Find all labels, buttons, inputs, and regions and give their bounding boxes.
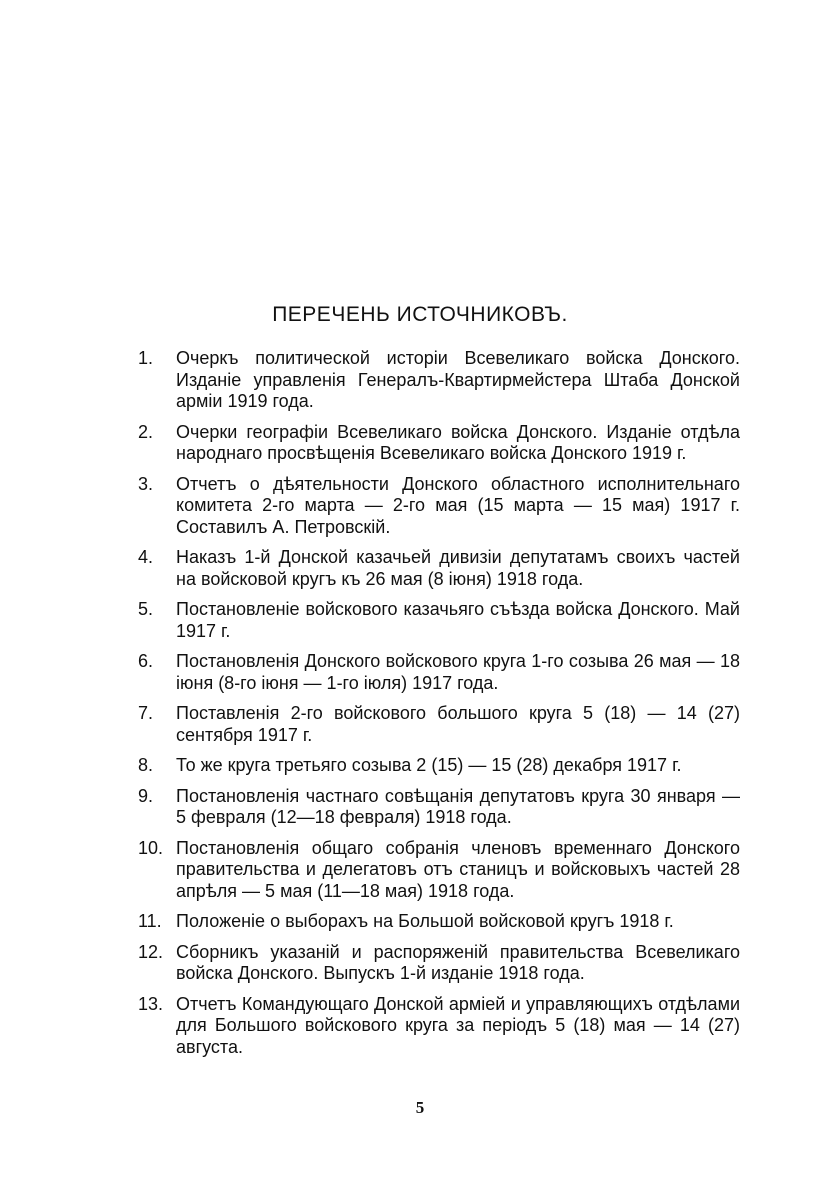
source-number: 10. xyxy=(138,837,164,858)
source-text: Положеніе о выборахъ на Большой войсковой кругъ 1918 г. xyxy=(176,911,674,931)
source-entry xyxy=(138,755,740,777)
source-text: Очерки географіи Всевеликаго войска Донского. Изданіе отдѣла народнаго просвѣщенія Всевеликаго войска Донского 1919 г. xyxy=(176,421,740,463)
source-entry xyxy=(138,474,740,539)
source-entry xyxy=(138,703,740,746)
source-text: Наказъ 1-й Донской казачьей дивизіи депутатамъ своихъ частей на войсковой кругъ къ 26 мая (8 іюня) 1918 года. xyxy=(176,547,740,589)
source-entry xyxy=(138,942,740,985)
source-entry xyxy=(138,348,740,413)
source-entry xyxy=(138,786,740,829)
source-number: 7. xyxy=(138,703,154,723)
source-number: 5. xyxy=(138,599,154,619)
source-number: 1. xyxy=(138,348,154,368)
source-text: Сборникъ указаній и распоряженій правительства Всевеликаго войска Донского. Выпускъ 1-й изданіе 1918 года. xyxy=(176,941,740,983)
source-entry xyxy=(138,838,740,903)
source-text: Поставленія 2-го войскового большого круга 5 (18) — 14 (27) сентября 1917 г. xyxy=(176,703,740,745)
source-number: 4. xyxy=(138,547,154,567)
source-text: Постановленія общаго собранія членовъ временнаго Донского правительства и делегатовъ отъ станицъ и войсковыхъ частей 28 апрѣля — 5 мая (11—18 мая) 1918 года. xyxy=(176,837,740,901)
source-entry xyxy=(138,422,740,465)
source-entry xyxy=(138,599,740,642)
source-text: Постановленіе войскового казачьяго съѣзда войска Донского. Май 1917 г. xyxy=(176,599,740,641)
source-number: 6. xyxy=(138,651,154,671)
source-text: То же круга третьяго созыва 2 (15) — 15 (28) декабря 1917 г. xyxy=(176,755,682,775)
source-entry xyxy=(138,911,740,933)
source-number: 11. xyxy=(138,911,162,931)
source-entry xyxy=(138,651,740,694)
source-number: 3. xyxy=(138,473,154,494)
source-text: Постановленія частнаго совѣщанія депутатовъ круга 30 января — 5 февраля (12—18 февраля) 1918 года. xyxy=(176,785,740,827)
source-text: Постановленія Донского войскового круга 1-го созыва 26 мая — 18 іюня (8-го іюня — 1-го іюля) 1917 года. xyxy=(176,651,740,693)
source-number: 13. xyxy=(138,993,164,1014)
source-number: 9. xyxy=(138,785,154,806)
source-text: Отчетъ о дѣятельности Донского областного исполнительнаго комитета 2-го марта — 2-го мая (15 марта — 15 мая) 1917 г. Составилъ А. Петровскій. xyxy=(176,473,740,537)
page-number: 5 xyxy=(415,1098,425,1117)
source-entry xyxy=(138,994,740,1059)
sources-list xyxy=(138,348,740,1067)
source-number: 8. xyxy=(138,755,154,775)
source-number: 12. xyxy=(138,941,164,962)
source-text: Отчетъ Командующаго Донской арміей и управляющихъ отдѣлами для Большого войскового круга за періодъ 5 (18) мая — 14 (27) августа. xyxy=(176,993,740,1057)
page-title: ПЕРЕЧЕНЬ ИСТОЧНИКОВЪ. xyxy=(272,303,568,326)
source-text: Очеркъ политической исторіи Всевеликаго войска Донского. Изданіе управленія Генералъ-Квартирмейстера Штаба Донской арміи 1919 года. xyxy=(176,348,740,411)
source-number: 2. xyxy=(138,421,154,442)
source-entry xyxy=(138,547,740,590)
